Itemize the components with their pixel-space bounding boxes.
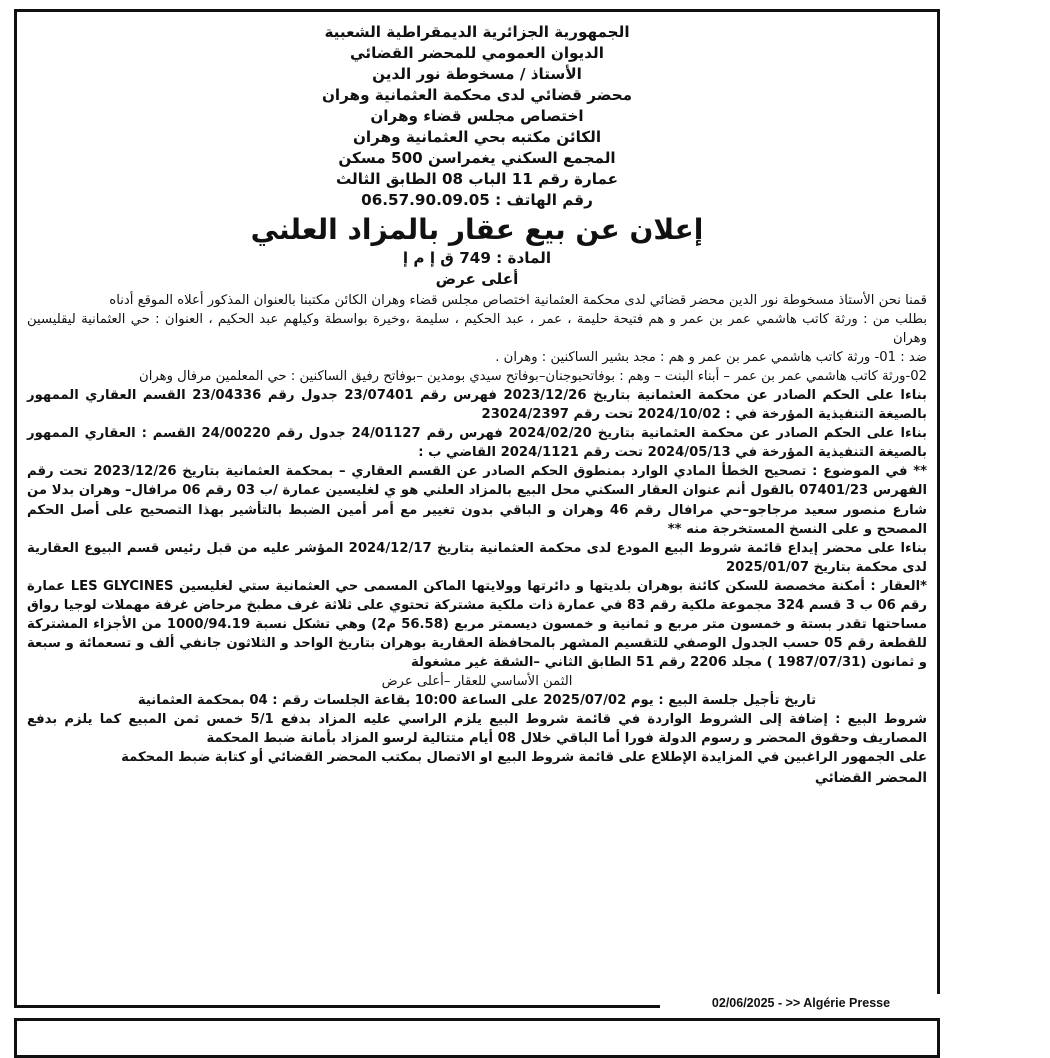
paragraph-intro: قمنا نحن الأستاذ مسخوطة نور الدين محضر قضائي لدى محكمة العثمانية اختصاص مجلس قضاء وهران الكائن مكتبنا بالعنوان المذكور أعلاه الموقع أدناه: [109, 293, 927, 308]
header-line-bailiff-name: الأستاذ / مسخوطة نور الدين: [372, 65, 582, 83]
header-line-office-location: الكائن مكتبه بحي العثمانية وهران: [352, 128, 602, 146]
header-line-republic: الجمهورية الجزائرية الديمقراطية الشعبية: [324, 23, 630, 41]
paragraph-against-2: 02-ورثة كاتب هاشمي عمر بن عمر – أبناء البنت – وهم : بوفاتحبوجنان–بوفاتح سيدي بومدين –بوفاتح رفيق الساكنين : حي المعلمين مرفال وهران: [139, 369, 927, 385]
paragraph-base-price: الثمن الأساسي للعقار –أعلى عرض: [381, 673, 573, 689]
notice-offer: أعلى عرض: [435, 270, 519, 288]
header-line-office: الديوان العمومي للمحضر القضائي: [350, 44, 604, 62]
next-notice-frame: [14, 1018, 940, 1058]
header-line-building: عمارة رقم 11 الباب 08 الطابق الثالث: [335, 170, 619, 188]
paragraph-property: *العقار : أمكنة مخصصة للسكن كائنة بوهران بلديتها و دائرتها وولايتها الماكن المسمى حي العثمانية ستي لغليسين LES GLYCINES عمارة رقم 06 ب 3 قسم 324 مجموعة ملكية رقم 83 في عمارة ذات ملكية مشتركة تحتوي على ثلاثة غرف مطبخ مرحاض غرفة مهملات لوجيا رواق مساحتها تقدر بستة و خمسون متر مربع و ثمانية و خمسون ديسمتر مربع (56.58 م2) وهي تشكل نسبة 1000/94.19 من الأجزاء المشتركة للقطعة رقم 05 حسب الجدول الوصفي للتقسيم المشهر بالمحافظة العقارية بوهران بتاريخ الواحد و الثلاثون جانفي ألف و تسعمائة و سبعة و ثمانون (1987/07/31 ) مجلد 2206 رقم 51 الطابق الثاني –الشقة غير مشغولة: [27, 578, 928, 670]
publication-footer: 02/06/2025 - >> Algérie Presse: [660, 994, 942, 1012]
header-line-court: محضر قضائي لدى محكمة العثمانية وهران: [321, 86, 633, 104]
paragraph-sale-date: تاريخ تأجيل جلسة البيع : يوم 2025/07/02 على الساعة 10:00 بقاعة الجلسات رقم : 04 بمحكمة العثمانية: [137, 692, 817, 708]
notice-article: المادة : 749 ق إ م إ: [402, 249, 552, 267]
header-line-phone: رقم الهاتف : 06.57.90.09.05: [361, 191, 593, 209]
notice-title: إعلان عن بيع عقار بالمزاد العلني: [250, 213, 704, 246]
header-line-residential-complex: المجمع السكني يغمراسن 500 مسكن: [338, 149, 616, 167]
paragraph-judgment-1: بناءا على الحكم الصادر عن محكمة العثمانية بتاريخ 2023/12/26 فهرس رقم 23/07401 جدول رقم 23/04336 القسم العقاري الممهور بالصيغة التنفيذية المؤرخة في : 2024/10/02 تحت رقم 23024/2397: [27, 388, 927, 423]
paragraph-requesters: بطلب من : ورثة كاتب هاشمي عمر بن عمر و هم فتيحة حليمة ، عمر ، عبد الحكيم ، سليمة ،وخيرة بواسطة وكيلهم عبد الحكيم ، العنوان : حي العثمانية ليقليسين وهران: [27, 312, 927, 347]
paragraph-against-1: ضد : 01- ورثة كاتب هاشمي عمر بن عمر و هم : مجد بشير الساكنين : وهران .: [495, 350, 927, 366]
paragraph-correction: ** في الموضوع : تصحيح الخطأ المادي الوارد بمنطوق الحكم الصادر عن القسم العقاري – بمحكمة العثمانية بتاريخ 2023/12/26 تحت رقم الفهرس 07401/23 بالقول أنم عنوان العقار السكني محل البيع بالمزاد العلني هو ي لغليسين عمارة /ب 03 رقم 06 مرافال– وهران بدلا من شارع منصور سعيد مرجاجو–حي مرافال رقم 46 وهران و الباقي بدون تغيير مع أمر أمين الضبط بالتأشير بهذا التصحيح على أصل الحكم المصحح و على النسخ المستخرجة منه **: [27, 464, 928, 537]
notice-header: [27, 22, 927, 211]
paragraph-public-notice: على الجمهور الراغبين في المزايدة الإطلاع على قائمة شروط البيع او الاتصال بمكتب المحضر القضائي أو كتابة ضبط المحكمة: [121, 750, 927, 766]
paragraph-deposit: بناءا على محضر إيداع قائمة شروط البيع المودع لدى محكمة العثمانية بتاريخ 2024/12/17 المؤشر عليه من قبل رئيس قسم البيوع العقارية لدى محكمة بتاريخ 2025/01/07: [27, 540, 927, 575]
notice-body: [27, 291, 927, 767]
auction-notice: [14, 9, 940, 1008]
header-line-jurisdiction: اختصاص مجلس قضاء وهران: [370, 107, 584, 125]
paragraph-sale-conditions: شروط البيع : إضافة إلى الشروط الواردة في قائمة شروط البيع يلزم الراسي عليه المزاد بدفع 5/1 خمس ثمن المبيع كما يلزم بدفع المصاريف وحقوق المحضر و رسوم الدولة فورا أما الباقي خلال 08 أيام متتالية لرسو المزاد بأمانة ضبط المحكمة: [27, 712, 927, 747]
paragraph-judgment-2: بناءا على الحكم الصادر عن محكمة العثمانية بتاريخ 2024/02/20 فهرس رقم 24/01127 جدول رقم 24/00220 القسم : العقاري الممهور بالصيغة التنفيذية المؤرخة في 2024/05/13 تحت رقم 2024/1121 القاضي ب :: [27, 426, 927, 461]
signature: المحضر القضائي: [814, 770, 927, 787]
